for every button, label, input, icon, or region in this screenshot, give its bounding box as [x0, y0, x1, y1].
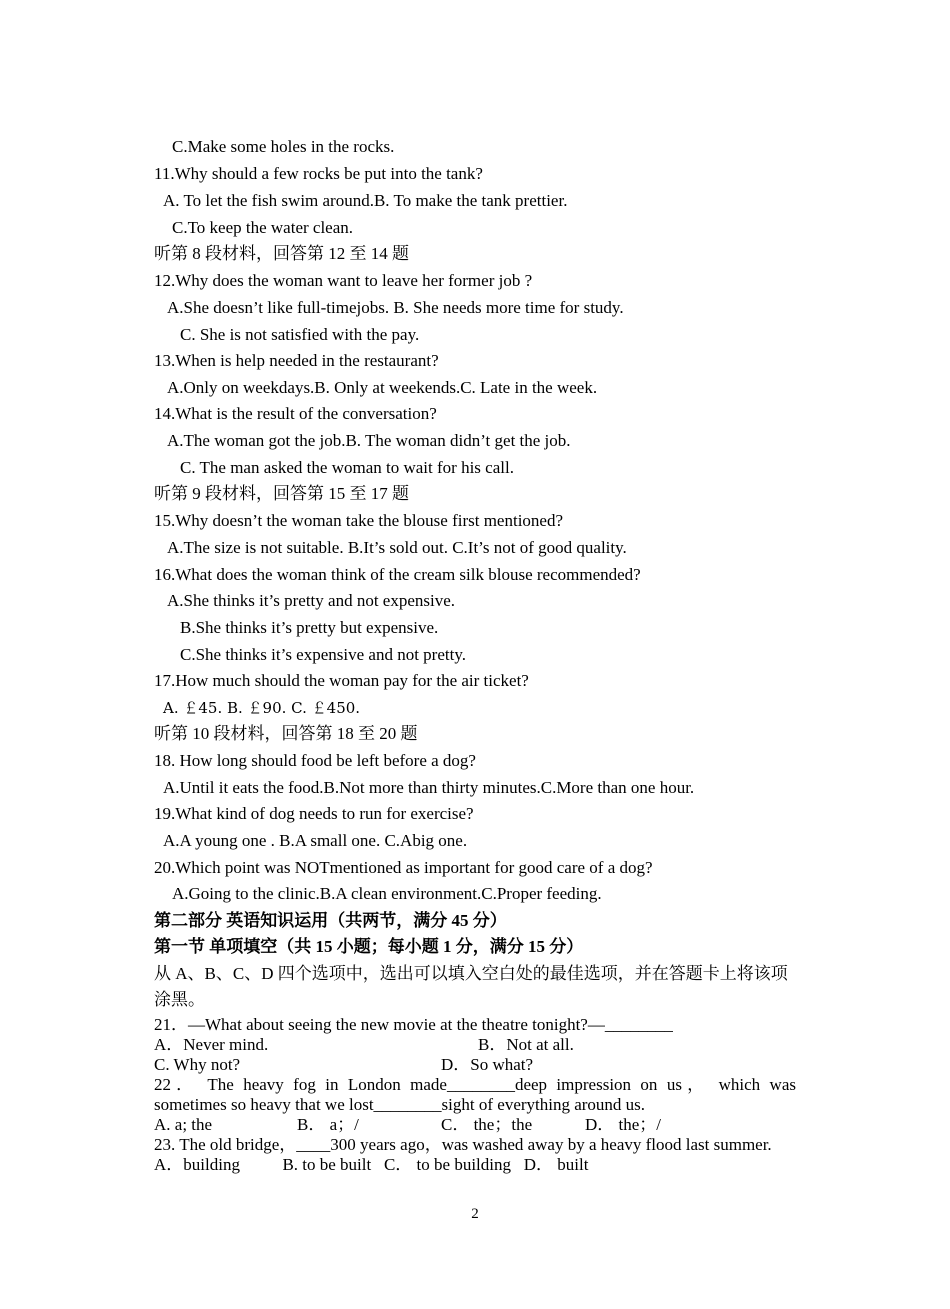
q14-option-c: C. The man asked the woman to wait for his call.: [180, 458, 514, 477]
q17-options: A. ￡45. B. ￡90. C. ￡450.: [163, 699, 361, 717]
q15-stem: 15.Why doesn’t the woman take the blouse first mentioned?: [154, 511, 564, 530]
q12-stem: 12.Why does the woman want to leave her former job ?: [154, 271, 533, 290]
q12-options-ab: A.She doesn’t like full-timejobs. B. She needs more time for study.: [167, 298, 624, 317]
q18-stem: 18. How long should food be left before a dog?: [154, 751, 476, 770]
q21-stem: 21．—What about seeing the new movie at the theatre tonight?—________: [154, 1015, 673, 1034]
q20-stem: 20.Which point was NOTmentioned as important for good care of a dog?: [154, 858, 653, 877]
passage9-heading: 听第 9 段材料，回答第 15 至 17 题: [154, 484, 409, 503]
q22-stem-line-2: sometimes so heavy that we lost________sight of everything around us.: [154, 1095, 646, 1114]
q22-option-a: A. a; the: [154, 1115, 213, 1134]
q17-stem: 17.How much should the woman pay for the air ticket?: [154, 671, 529, 690]
q10-option-c: C.Make some holes in the rocks.: [172, 137, 395, 156]
q19-stem: 19.What kind of dog needs to run for exercise?: [154, 804, 474, 823]
q21-option-b: B．Not at all.: [478, 1035, 574, 1054]
q22-option-b: B． a；/: [297, 1115, 359, 1134]
q16-option-b: B.She thinks it’s pretty but expensive.: [180, 618, 439, 637]
q11-options-ab: A. To let the fish swim around.B. To make the tank prettier.: [163, 191, 568, 210]
q16-option-c: C.She thinks it’s expensive and not pretty.: [180, 645, 466, 664]
q20-options: A.Going to the clinic.B.A clean environment.C.Proper feeding.: [172, 884, 602, 903]
q18-options: A.Until it eats the food.B.Not more than thirty minutes.C.More than one hour.: [163, 778, 695, 797]
q22-stem-line-1: 22． The heavy fog in London made________deep impression on us， which was: [154, 1075, 796, 1094]
q23-stem: 23. The old bridge，____300 years ago，was washed away by a heavy flood last summer.: [154, 1135, 772, 1154]
q22-option-d: D． the；/: [585, 1115, 662, 1134]
page-number: 2: [471, 1206, 479, 1222]
q16-option-a: A.She thinks it’s pretty and not expensive.: [167, 591, 456, 610]
q13-stem: 13.When is help needed in the restaurant?: [154, 351, 439, 370]
q23-options: A．building B. to be built C． to be building D． built: [154, 1155, 589, 1174]
q15-options: A.The size is not suitable. B.It’s sold out. C.It’s not of good quality.: [167, 538, 627, 557]
q21-option-a: A．Never mind.: [154, 1035, 269, 1054]
part2-title: 第二部分 英语知识运用（共两节，满分 45 分）: [154, 911, 507, 930]
q16-stem: 16.What does the woman think of the cream silk blouse recommended?: [154, 565, 641, 584]
q21-option-d: D．So what?: [441, 1055, 534, 1074]
q14-stem: 14.What is the result of the conversation?: [154, 404, 437, 423]
q12-option-c: C. She is not satisfied with the pay.: [180, 325, 420, 344]
section1-title: 第一节 单项填空（共 15 小题；每小题 1 分，满分 15 分）: [154, 937, 584, 956]
q21-option-c: C. Why not?: [154, 1055, 241, 1074]
q11-stem: 11.Why should a few rocks be put into the tank?: [154, 164, 483, 183]
passage10-heading: 听第 10 段材料，回答第 18 至 20 题: [154, 724, 418, 743]
q14-options-ab: A.The woman got the job.B. The woman didn’t get the job.: [167, 431, 571, 450]
passage8-heading: 听第 8 段材料，回答第 12 至 14 题: [154, 244, 409, 263]
instruction-line-1: 从 A、B、C、D 四个选项中，选出可以填入空白处的最佳选项，并在答题卡上将该项: [154, 964, 788, 983]
q22-option-c: C． the；the: [441, 1115, 533, 1134]
q19-options: A.A young one . B.A small one. C.Abig one.: [163, 831, 468, 850]
q13-options: A.Only on weekdays.B. Only at weekends.C. Late in the week.: [167, 378, 598, 397]
instruction-line-2: 涂黑。: [154, 990, 205, 1009]
q11-option-c: C.To keep the water clean.: [172, 218, 354, 237]
